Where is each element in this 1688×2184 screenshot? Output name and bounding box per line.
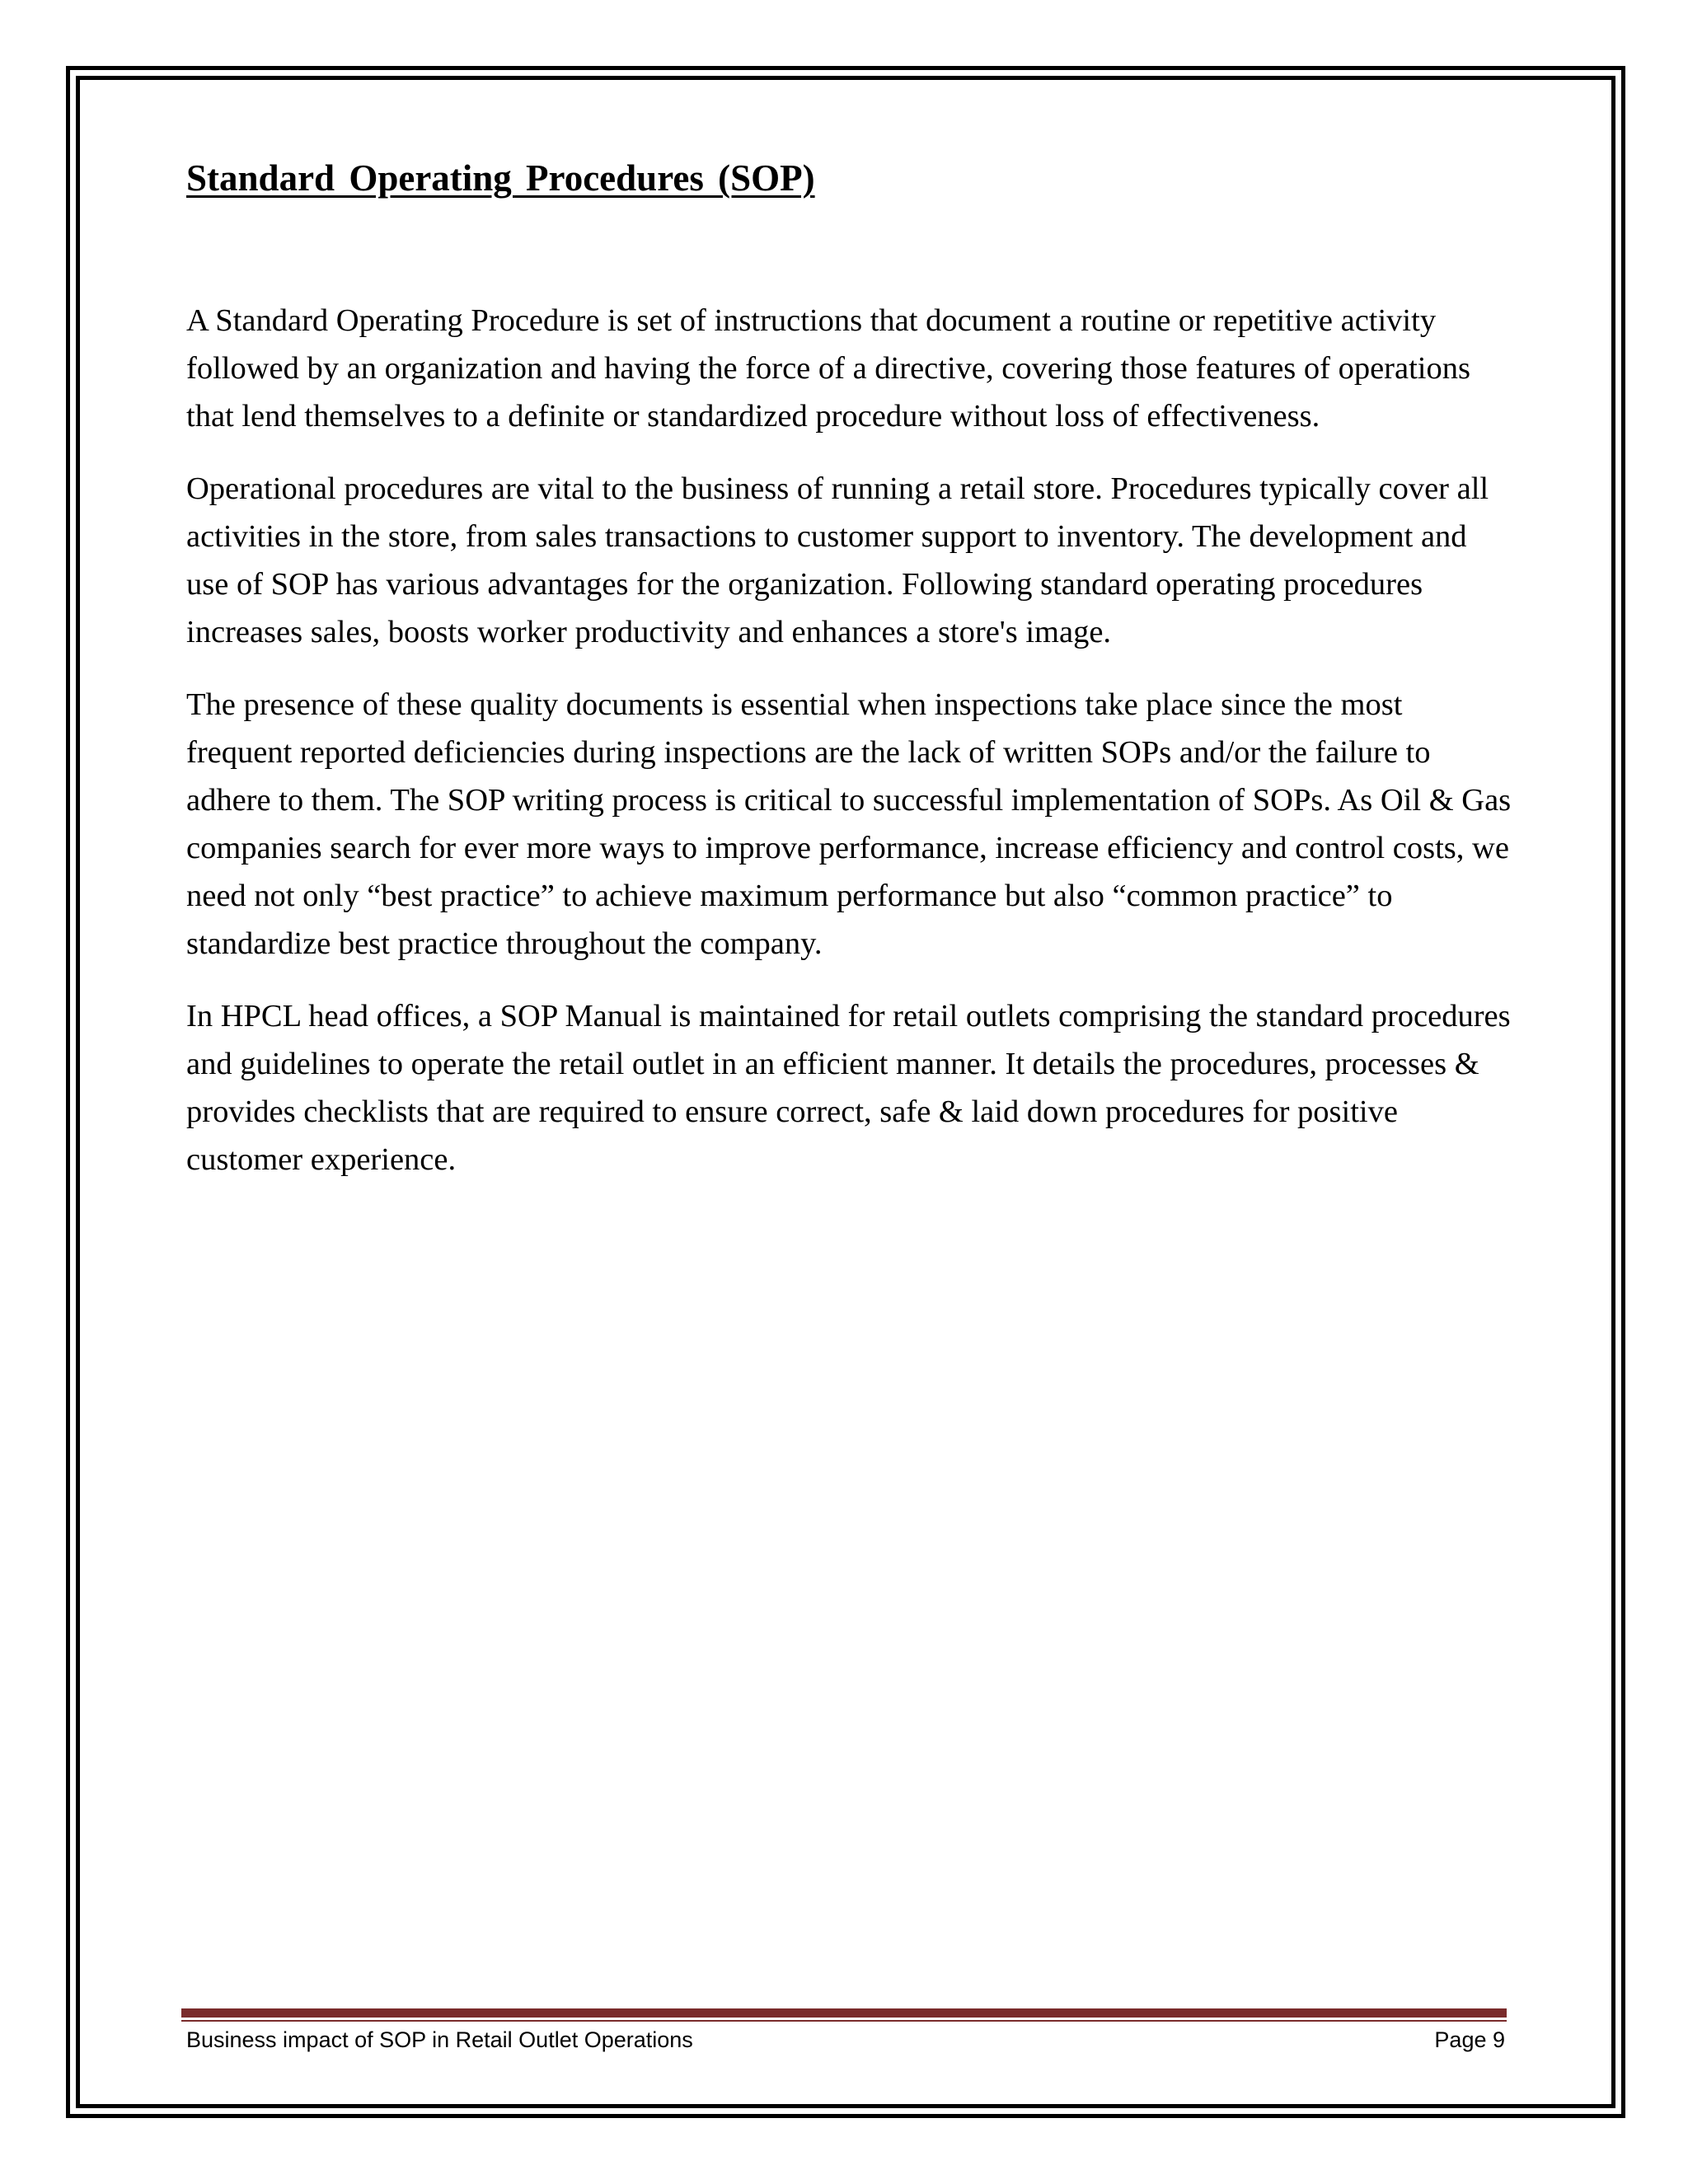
- page-title: Standard Operating Procedures (SOP): [186, 157, 815, 199]
- footer-document-title: Business impact of SOP in Retail Outlet Operations: [186, 2027, 693, 2052]
- paragraph-definition: A Standard Operating Procedure is set of instructions that document a routine or repetitive activity followed by an organization and having the force of a directive, covering those features of operations that lend themselves to a definite or standardized procedure without loss of effectiveness.: [186, 303, 1470, 434]
- page-footer: [186, 2027, 1505, 2053]
- paragraph-operational-procedures: Operational procedures are vital to the business of running a retail store. Procedures typically cover all activities in the store, from sales transactions to customer support to inventory. The development and use of SOP has various advantages for the organization. Following standard operating procedures increases sales, boosts worker productivity and enhances a store's image.: [186, 471, 1489, 649]
- page-content: [186, 157, 1513, 1208]
- footer-page-number: Page 9: [1434, 2027, 1505, 2052]
- paragraph-quality-documents: The presence of these quality documents is essential when inspections take place since the most frequent reported deficiencies during inspections are the lack of written SOPs and/or the failure to adhere to them. The SOP writing process is critical to successful implementation of SOPs. As Oil & Gas companies search for ever more ways to improve performance, increase efficiency and control costs, we need not only “best practice” to achieve maximum performance but also “common practice” to standardize best practice throughout the company.: [186, 687, 1512, 961]
- paragraph-hpcl-manual: In HPCL head offices, a SOP Manual is maintained for retail outlets comprising the standard procedures and guidelines to operate the retail outlet in an efficient manner. It details the procedures, processes & provides checklists that are required to ensure correct, safe & laid down procedures for positive customer experience.: [186, 999, 1511, 1177]
- footer-rule-thin: [181, 2020, 1507, 2022]
- footer-rule: [181, 2008, 1507, 2018]
